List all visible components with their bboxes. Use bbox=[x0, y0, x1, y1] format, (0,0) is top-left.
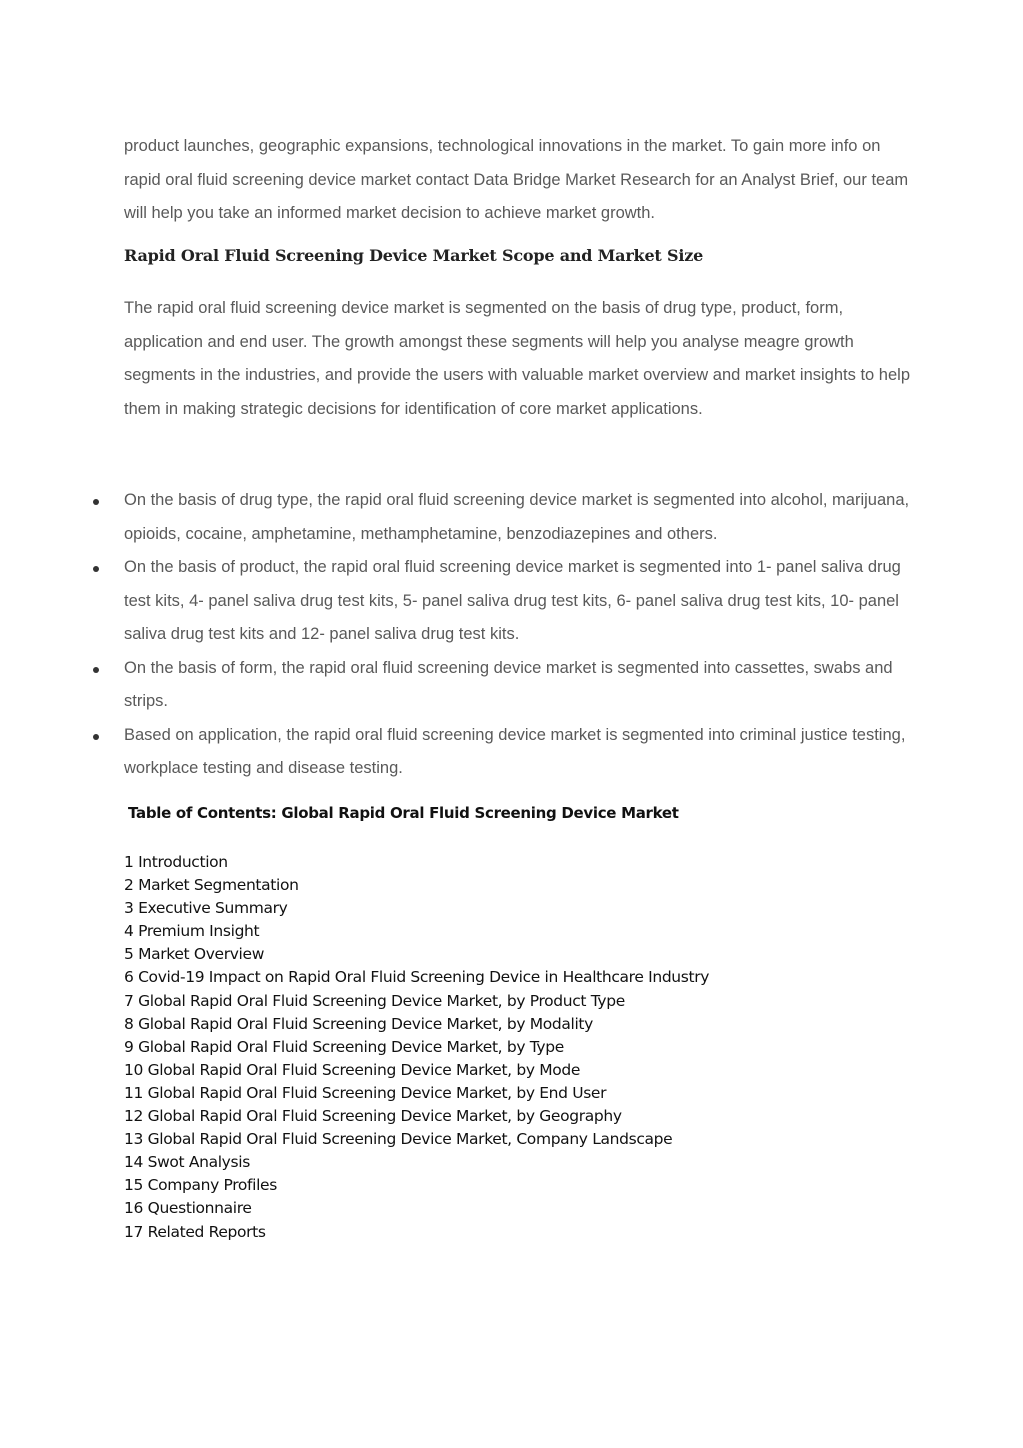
intro-paragraph: product launches, geographic expansions, technological innovations in the market. To gain more info on rapid oral fluid screening device market contact Data Bridge Market Research for an Analyst Brief, our team will help you take an informed market decision to achieve market growth. bbox=[124, 137, 909, 222]
toc-item: 14 Swot Analysis bbox=[124, 1153, 250, 1172]
toc-item: 12 Global Rapid Oral Fluid Screening Device Market, by Geography bbox=[124, 1107, 622, 1126]
bullet-item-application bbox=[0, 719, 920, 786]
toc-item: 16 Questionnaire bbox=[124, 1199, 252, 1218]
bullet-dot-icon bbox=[93, 566, 99, 572]
toc-item: 15 Company Profiles bbox=[124, 1176, 277, 1195]
toc-item: 7 Global Rapid Oral Fluid Screening Device Market, by Product Type bbox=[124, 991, 625, 1010]
toc-item: 6 Covid-19 Impact on Rapid Oral Fluid Screening Device in Healthcare Industry bbox=[124, 968, 710, 987]
toc-item: 9 Global Rapid Oral Fluid Screening Device Market, by Type bbox=[124, 1037, 564, 1056]
bullet-text: Based on application, the rapid oral fluid screening device market is segmented into criminal justice testing, workplace testing and disease testing. bbox=[124, 725, 906, 777]
bullet-dot-icon bbox=[93, 667, 99, 673]
toc-item: 1 Introduction bbox=[124, 853, 228, 871]
segment-bullet-list bbox=[0, 484, 920, 786]
bullet-item-drug-type bbox=[0, 484, 920, 551]
bullet-text: On the basis of product, the rapid oral fluid screening device market is segmented into 1- panel saliva drug test kits, 4- panel saliva drug test kits, 5- panel saliva drug test kits, 6- panel saliva drug test kits, 10- panel saliva drug test kits and 12- panel saliva drug test kits. bbox=[124, 558, 901, 643]
toc-item: 11 Global Rapid Oral Fluid Screening Device Market, by End User bbox=[124, 1083, 607, 1102]
toc-item: 13 Global Rapid Oral Fluid Screening Device Market, Company Landscape bbox=[124, 1130, 673, 1149]
toc-item: 2 Market Segmentation bbox=[124, 876, 299, 895]
bullet-dot-icon bbox=[93, 734, 99, 740]
scope-heading: Rapid Oral Fluid Screening Device Market Scope and Market Size bbox=[124, 246, 704, 265]
bullet-item-form bbox=[0, 652, 920, 719]
scope-paragraph: The rapid oral fluid screening device market is segmented on the basis of drug type, product, form, application and end user. The growth amongst these segments will help you analyse meagre growth segments in the industries, and provide the users with valuable market overview and market insights to help them in making strategic decisions for identification of core market applications. bbox=[124, 299, 910, 418]
toc-item: 8 Global Rapid Oral Fluid Screening Device Market, by Modality bbox=[124, 1014, 593, 1033]
toc-item: 10 Global Rapid Oral Fluid Screening Device Market, by Mode bbox=[124, 1060, 581, 1079]
toc-item: 5 Market Overview bbox=[124, 945, 265, 964]
bullet-text: On the basis of form, the rapid oral fluid screening device market is segmented into cassettes, swabs and strips. bbox=[124, 658, 893, 710]
toc-item: 17 Related Reports bbox=[124, 1222, 266, 1241]
toc-list bbox=[124, 851, 709, 1244]
toc-item: 3 Executive Summary bbox=[124, 899, 288, 918]
toc-item: 4 Premium Insight bbox=[124, 922, 260, 941]
bullet-dot-icon bbox=[93, 499, 99, 505]
bullet-text: On the basis of drug type, the rapid oral fluid screening device market is segmented into alcohol, marijuana, opioids, cocaine, amphetamine, methamphetamine, benzodiazepines and others. bbox=[124, 491, 910, 543]
bullet-item-product bbox=[0, 551, 920, 652]
toc-heading: Table of Contents: Global Rapid Oral Fluid Screening Device Market bbox=[128, 804, 679, 822]
